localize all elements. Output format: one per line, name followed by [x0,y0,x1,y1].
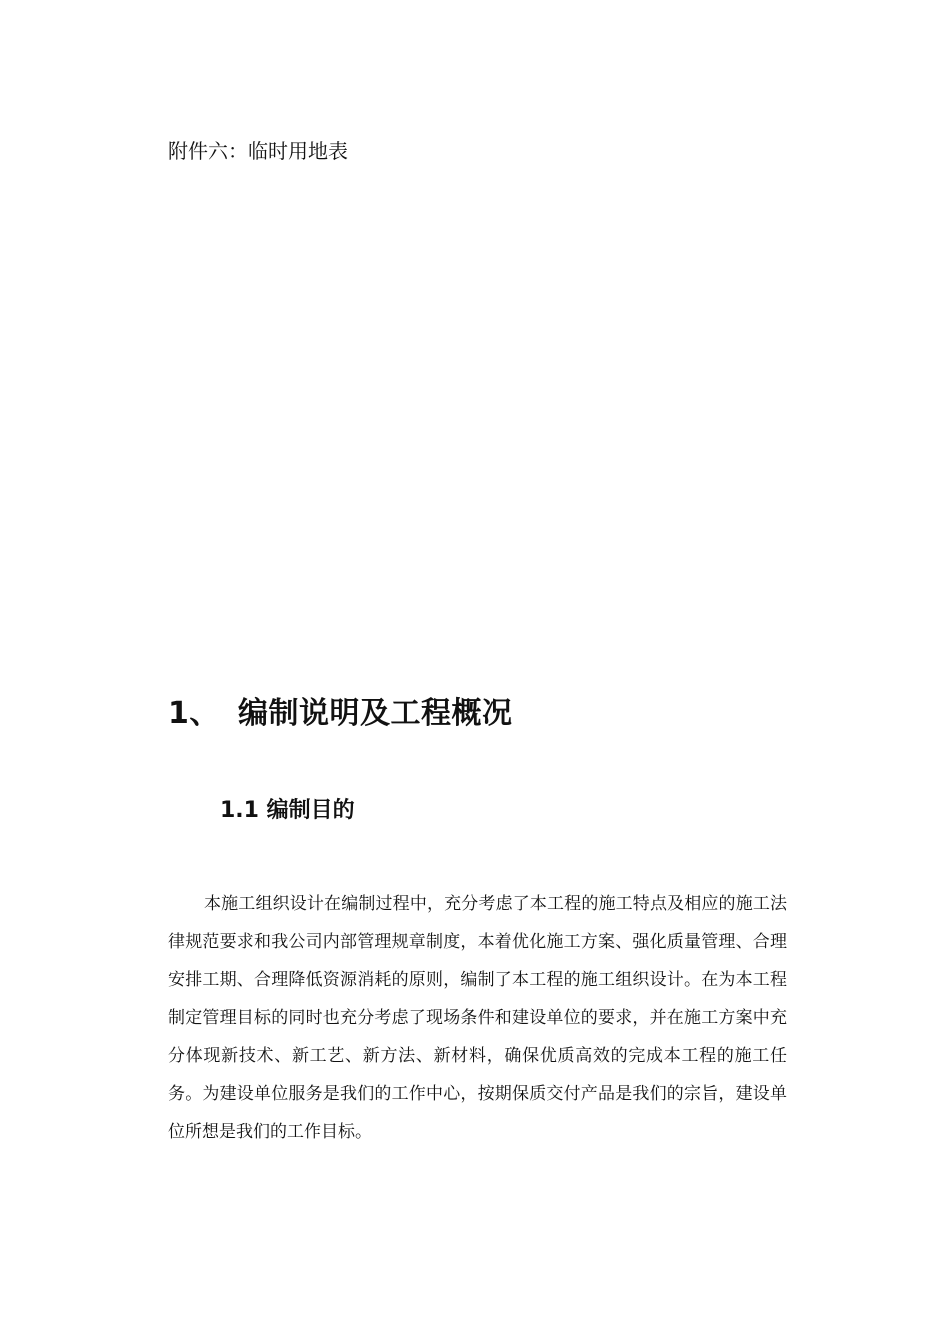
body-paragraph: 本施工组织设计在编制过程中，充分考虑了本工程的施工特点及相应的施工法律规范要求和我公司内部管理规章制度，本着优化施工方案、强化质量管理、合理安排工期、合理降低资源消耗的原则，编制了本工程的施工组织设计。在为本工程制定管理目标的同时也充分考虑了现场条件和建设单位的要求，并在施工方案中充分体现新技术、新工艺、新方法、新材料，确保优质高效的完成本工程的施工任务。为建设单位服务是我们的工作中心，按期保质交付产品是我们的宗旨，建设单位所想是我们的工作目标。 [168,894,787,1142]
section-title: 编制说明及工程概况 [238,696,513,731]
section-heading [168,692,513,736]
section-number: 1、 [168,696,220,731]
attachment-line: 附件六：临时用地表 [168,139,348,163]
subsection-heading: 1.1 编制目的 [220,798,355,823]
